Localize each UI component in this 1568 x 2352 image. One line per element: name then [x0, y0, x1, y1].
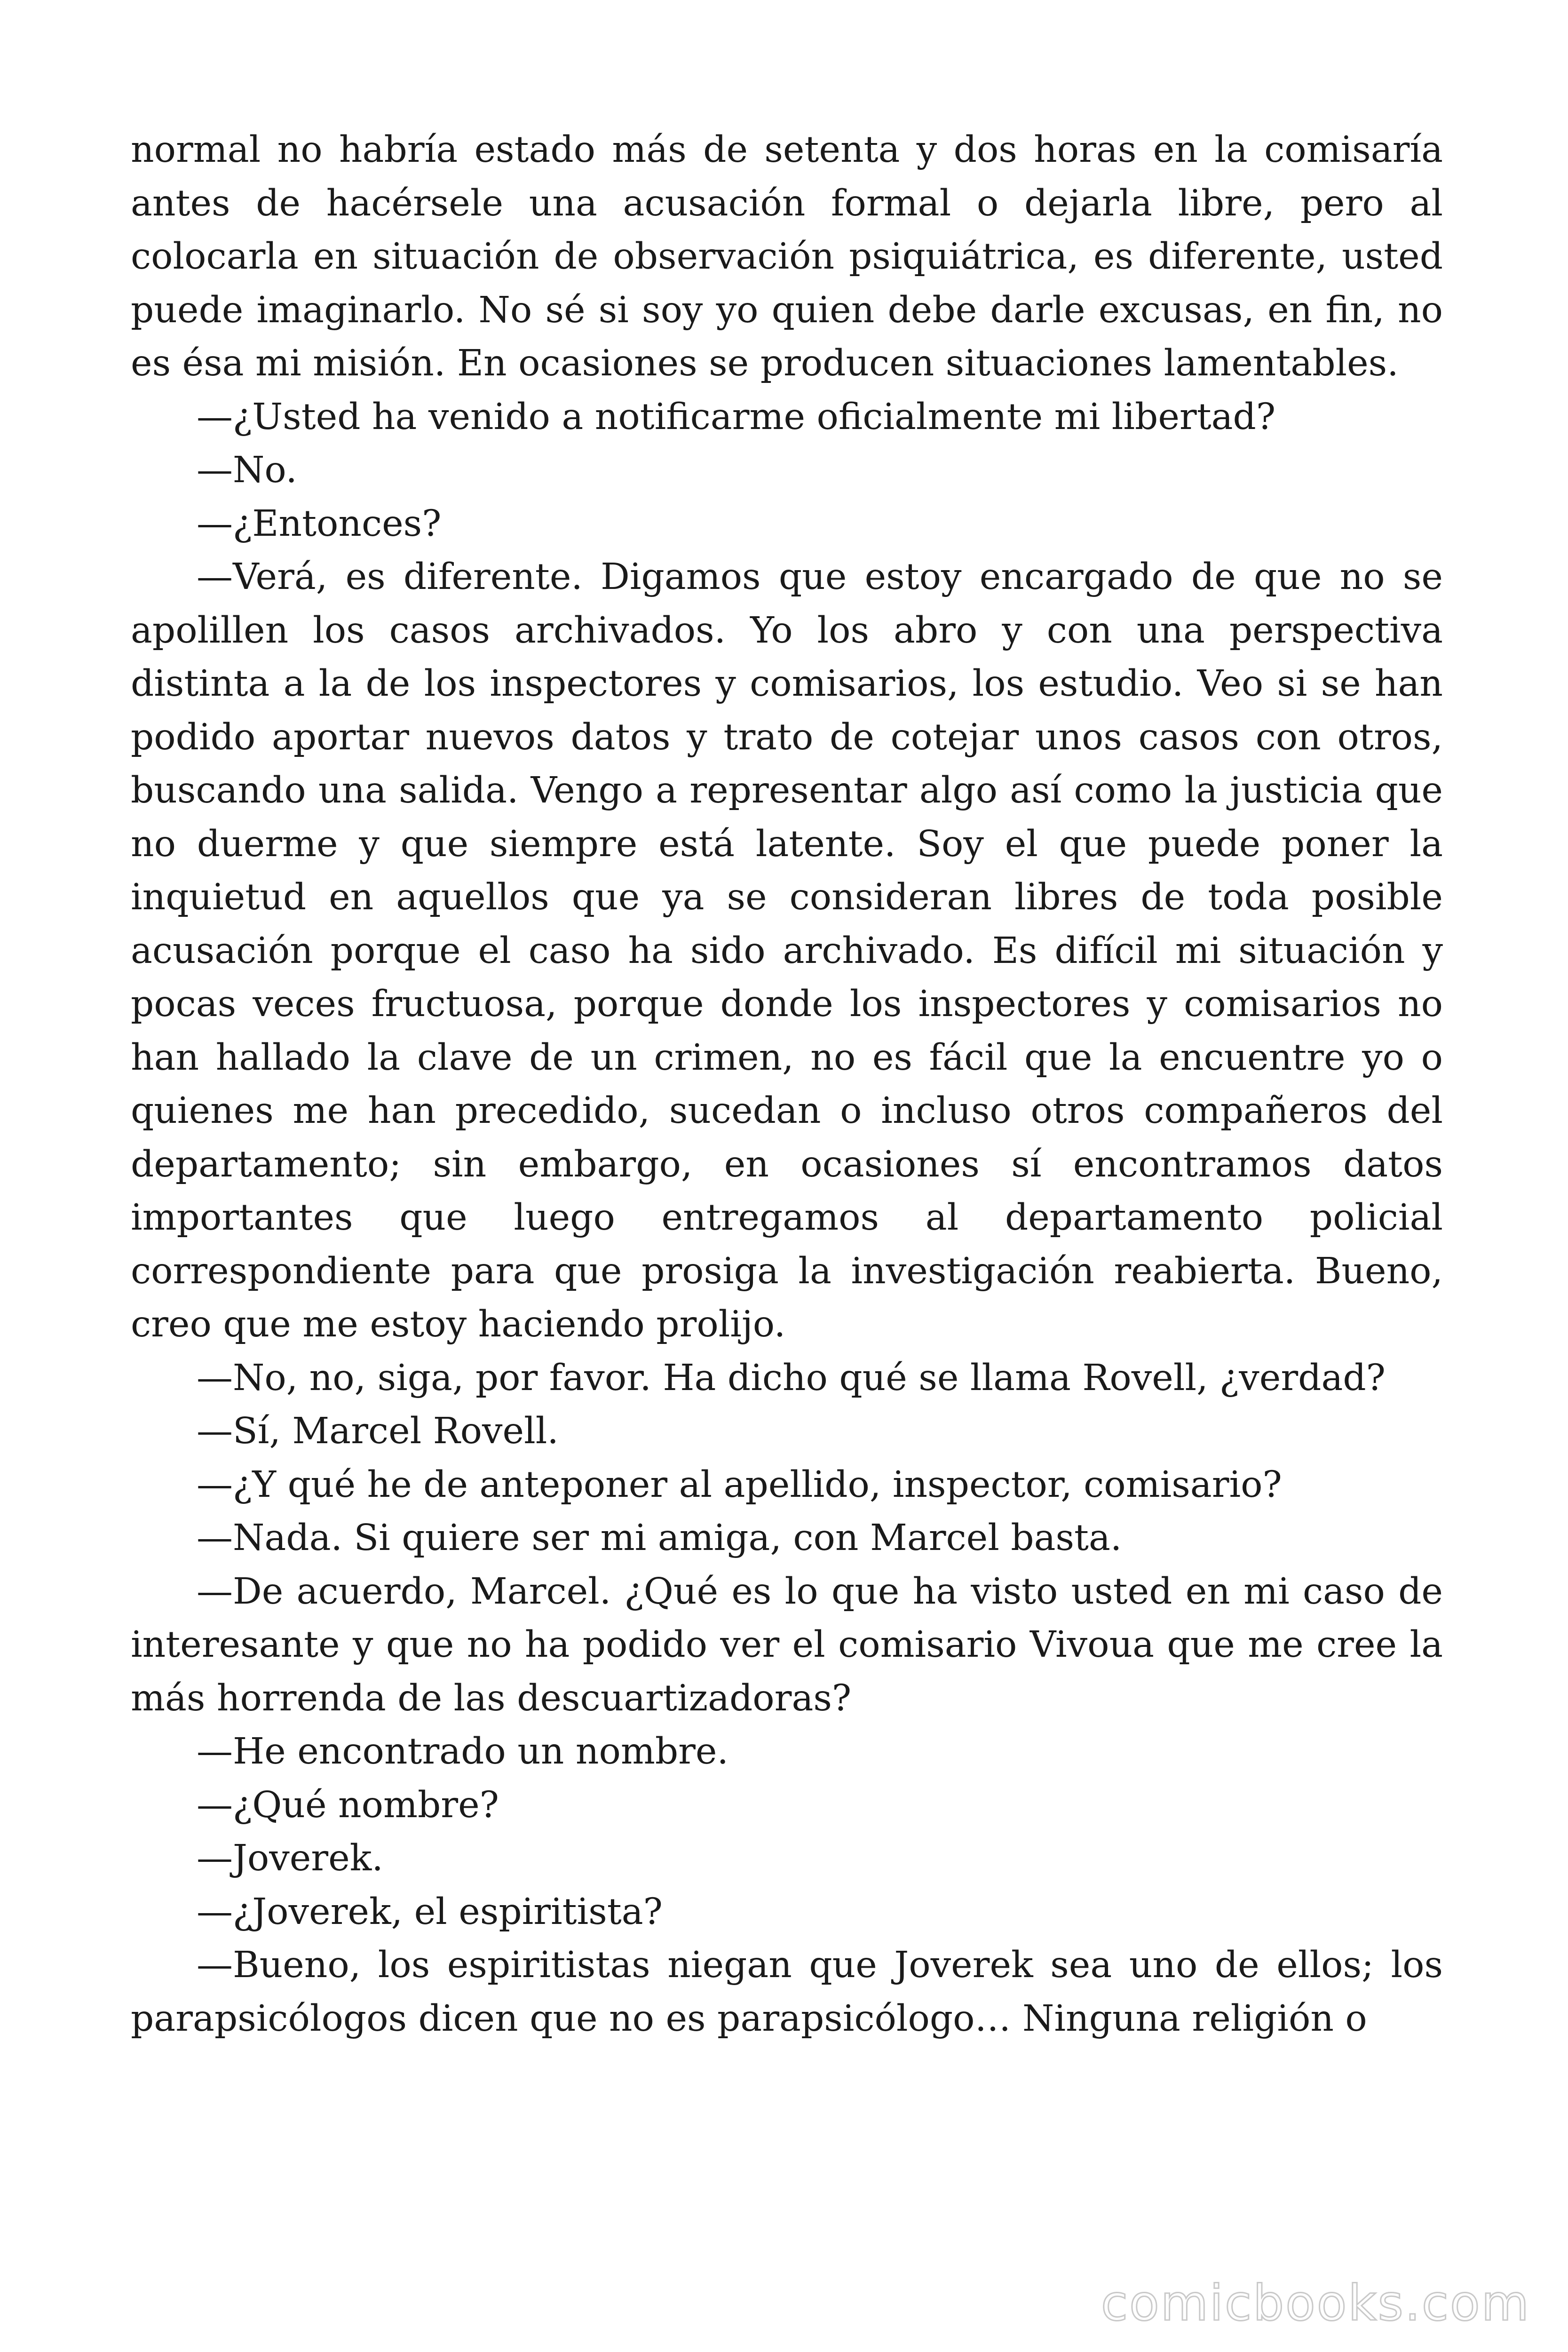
- paragraph: —Joverek.: [197, 1837, 383, 1879]
- paragraph: —Sí, Marcel Rovell.: [197, 1410, 559, 1452]
- paragraph: —¿Entonces?: [197, 502, 442, 545]
- body-text: [131, 123, 1443, 2045]
- paragraph: —¿Y qué he de anteponer al apellido, inspector, comisario?: [197, 1463, 1282, 1506]
- paragraph: —¿Qué nombre?: [197, 1784, 499, 1826]
- paragraph: —No, no, siga, por favor. Ha dicho qué se llama Rovell, ¿verdad?: [197, 1357, 1386, 1399]
- paragraph: —He encontrado un nombre.: [197, 1731, 729, 1772]
- paragraph: —Bueno, los espiritistas niegan que Joverek sea uno de ellos; los parapsicólogos dicen que no es parapsicólogo… Ninguna religión o: [131, 1944, 1443, 2040]
- paragraph: —¿Joverek, el espiritista?: [197, 1891, 663, 1933]
- paragraph: —De acuerdo, Marcel. ¿Qué es lo que ha visto usted en mi caso de interesante y que no ha podido ver el comisario Vivoua que me cree la más horrenda de las descuartizadoras?: [131, 1570, 1443, 1719]
- watermark: comicbooks.com: [1101, 2274, 1530, 2332]
- paragraph: —Verá, es diferente. Digamos que estoy encargado de que no se apolillen los casos archivados. Yo los abro y con una perspectiva distinta a la de los inspectores y comisarios, los estudio. Veo si se han podido aportar nuevos datos y trato de cotejar unos casos con otros, buscando una salida. Vengo a representar algo así como la justicia que no duerme y que siempre está latente. Soy el que puede poner la inquietud en aquellos que ya se consideran libres de toda posible acusación porque el caso ha sido archivado. Es difícil mi situación y pocas veces fructuosa, porque donde los inspectores y comisarios no han hallado la clave de un crimen, no es fácil que la encuentre yo o quienes me han precedido, sucedan o incluso otros compañeros del departamento; sin embargo, en ocasiones sí encontramos datos importantes que luego entregamos al departamento policial correspondiente para que prosiga la investigación reabierta. Bueno, creo que me estoy haciendo prolijo.: [131, 556, 1443, 1345]
- paragraph: —No.: [197, 449, 297, 491]
- paragraph: —¿Usted ha venido a notificarme oficialmente mi libertad?: [197, 396, 1276, 438]
- paragraph: normal no habría estado más de setenta y dos horas en la comisaría antes de hacérsele una acusación formal o dejarla libre, pero al colocarla en situación de observación psiquiátrica, es diferente, usted puede imaginarlo. No sé si soy yo quien debe darle excusas, en fin, no es ésa mi misión. En ocasiones se producen situaciones lamentables.: [131, 129, 1443, 384]
- paragraph: —Nada. Si quiere ser mi amiga, con Marcel basta.: [197, 1517, 1122, 1559]
